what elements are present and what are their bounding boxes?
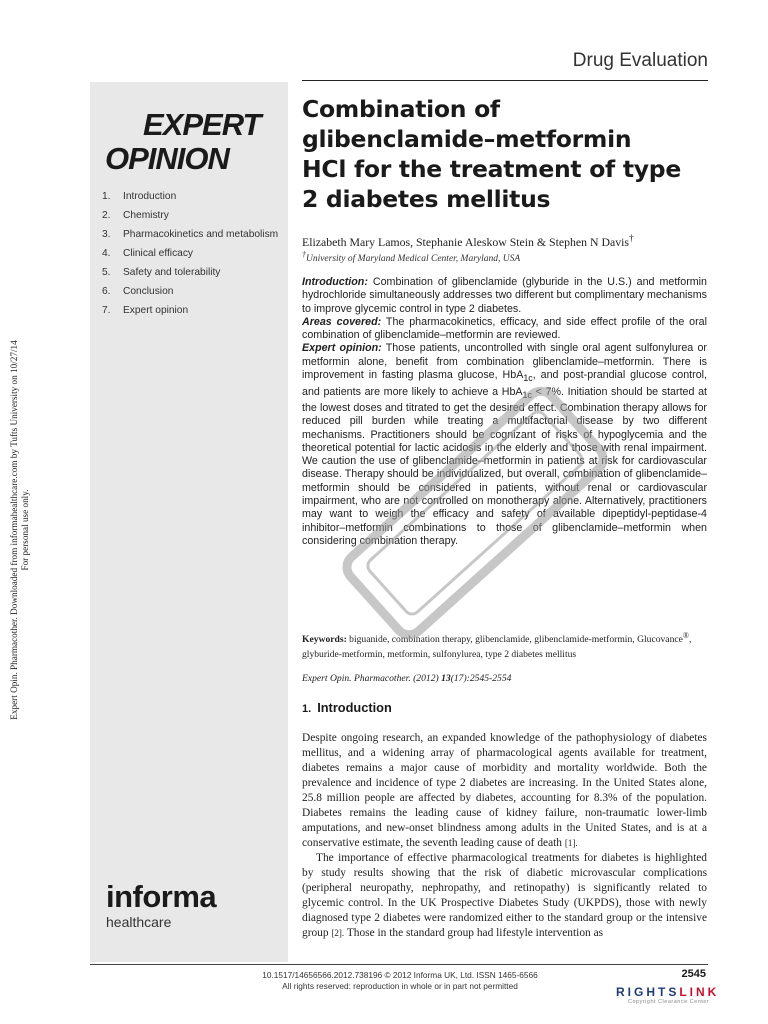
toc-label: Clinical efficacy xyxy=(123,248,194,259)
abstract-areas-label: Areas covered: xyxy=(302,315,382,328)
abstract-intro-label: Introduction: xyxy=(302,276,368,288)
keywords-text: biguanide, combination therapy, glibenclamide, glibenclamide-metformin, Glucovance xyxy=(346,634,683,646)
author-mark: † xyxy=(628,233,634,244)
publisher-logo xyxy=(106,880,216,930)
rightslink-logo[interactable] xyxy=(616,985,758,1011)
reference-link[interactable]: [2]. xyxy=(331,928,345,938)
rightslink-part1: RIGHTS xyxy=(616,985,680,999)
download-notice xyxy=(0,0,40,1024)
paragraph-text: The importance of effective pharmacological treatments for diabetes is highlighted by study results showing that the risk of diabetic microvascular complications (peripheral neuropathy, nephropathy, and retinopathy) is significantly related to glycemic control. In the UK Prospective Diabetes Study (UKPDS), those with newly diagnosed type 2 diabetes were randomized either to the standard group or the intensive group xyxy=(302,852,707,939)
logo-line1: EXPERT xyxy=(143,107,261,142)
toc-item[interactable] xyxy=(102,190,282,204)
subscript: 1c xyxy=(523,373,533,384)
logo-line2: OPINION xyxy=(105,141,229,176)
rightslink-part2: LINK xyxy=(679,985,720,999)
toc-label: Chemistry xyxy=(123,210,169,221)
keywords-label: Keywords: xyxy=(302,634,347,646)
toc-number: 2. xyxy=(102,210,111,221)
registered-mark: ® xyxy=(682,631,689,640)
keywords xyxy=(302,629,707,662)
affiliation-text: University of Maryland Medical Center, Maryland, USA xyxy=(305,254,521,265)
toc-number: 3. xyxy=(102,229,111,240)
toc-number: 1. xyxy=(102,191,111,202)
citation-journal: Expert Opin. Pharmacother. (2012) xyxy=(302,673,442,684)
section-number: 1. xyxy=(302,703,312,715)
footer-rights: All rights reserved: reproduction in whole or in part not permitted xyxy=(282,981,518,991)
toc-number: 7. xyxy=(102,305,111,316)
toc-item[interactable] xyxy=(102,304,282,318)
rightslink-tagline: Copyright Clearance Center xyxy=(628,999,710,1005)
paragraph-text: Those in the standard group had lifestyle intervention as xyxy=(344,927,604,939)
toc-item[interactable] xyxy=(102,209,282,223)
body-text xyxy=(302,731,707,941)
abstract-intro-text: Combination of glibenclamide (glyburide in the U.S.) and metformin hydrochloride simultaneously addresses two different but complimentary mechanisms to improve glycemic control in type 2 diabetes. xyxy=(302,276,707,315)
subscript: 1c xyxy=(522,389,532,400)
header-rule xyxy=(302,80,708,81)
affiliation-mark: † xyxy=(302,250,306,259)
footer-doi: 10.1517/14656566.2012.738196 © 2012 Informa UK, Ltd. ISSN 1465-6566 xyxy=(262,970,538,980)
toc-number: 5. xyxy=(102,267,111,278)
publisher-name: informa xyxy=(106,879,217,914)
reference-link[interactable]: [1]. xyxy=(564,838,578,848)
download-notice-line2: For personal use only. xyxy=(20,489,30,571)
abstract-expert-text: < 7%. Initiation should be started at the lowest doses and titrated to get the desired effect. Combination therapy allows for reduced pill burden while treating a multifactorial disease by two different mechanisms. Practitioners should be cognizant of risks of hypoglycemia and the theoretical potential for lactic acidosis in the elderly and those with renal impairment. We caution the use of glibenclamide–metformin in patients at risk for cardiovascular disease. Therapy should be individualized, but overall, combination of glibenclamide–metformin should be considered in patients, without renal or cardiovascular impairment, who are not controlled on monotherapy alone. Alternatively, practitioners may want to weigh the efficacy and safety of available dipeptidyl-peptidase-4 inhibitor–metformin combinations to those of glibenclamide–metformin when considering combination therapy. xyxy=(302,385,707,547)
toc-label: Safety and tolerability xyxy=(123,267,221,278)
table-of-contents xyxy=(102,190,282,323)
publisher-sub: healthcare xyxy=(106,914,172,930)
toc-label: Pharmacokinetics and metabolism xyxy=(123,229,279,240)
toc-label: Expert opinion xyxy=(123,305,189,316)
toc-number: 6. xyxy=(102,286,111,297)
toc-item[interactable] xyxy=(102,266,282,280)
abstract-expert-label: Expert opinion: xyxy=(302,342,382,355)
paragraph-text: Despite ongoing research, an expanded knowledge of the pathophysiology of diabetes mellitus, and a widening array of pharmacological agents available for treatment, diabetes remains a major cause of morbidity and mortality worldwide. Both the prevalence and incidence of type 2 diabetes are increasing. In the United States alone, 25.8 million people are affected by diabetes, accounting for 8.3% of the population. Diabetes remains the leading cause of kidney failure, non-traumatic lower-limb amputations, and new-onset blindness among adults in the United States, and is at a conservative estimate, the seventh leading cause of death xyxy=(302,732,707,849)
toc-label: Introduction xyxy=(123,191,177,202)
footer-rule xyxy=(90,964,708,965)
article-title: Combination of glibenclamide–metformin HCl for the treatment of type 2 diabetes mellitus xyxy=(302,95,681,213)
paragraph xyxy=(302,851,707,941)
section-label: Drug Evaluation xyxy=(572,50,708,71)
page-number: 2545 xyxy=(681,968,706,980)
abstract xyxy=(302,276,707,548)
author-list xyxy=(302,233,634,250)
authors: Elizabeth Mary Lamos, Stephanie Aleskow Stein & Stephen N Davis xyxy=(302,234,629,249)
citation-pages: (17):2545-2554 xyxy=(450,673,512,684)
abstract-areas-text: The pharmacokinetics, efficacy, and side effect profile of the oral combination of glibenclamide–metformin are reviewed. xyxy=(302,315,707,342)
footer-info xyxy=(200,970,600,992)
citation-volume: 13 xyxy=(441,673,451,684)
paragraph xyxy=(302,731,707,851)
section-title: Introduction xyxy=(317,700,392,715)
affiliation xyxy=(302,250,520,264)
toc-item[interactable] xyxy=(102,285,282,299)
expert-opinion-logo xyxy=(105,108,260,176)
abstract-expert-text: , and post-prandial glucose control, and patients are more likely to achieve a HbA xyxy=(302,369,707,398)
section-heading xyxy=(302,700,392,715)
keywords-text: , glyburide-metformin, metformin, sulfonylurea, type 2 diabetes mellitus xyxy=(302,634,692,660)
toc-item[interactable] xyxy=(102,247,282,261)
toc-item[interactable] xyxy=(102,228,282,242)
toc-label: Conclusion xyxy=(123,286,174,297)
abstract-expert-text: Those patients, uncontrolled with single oral agent sulfonylurea or metformin alone, benefit from combination glibenclamide–metformin. There is improvement in fasting plasma glucose, HbA xyxy=(302,342,707,382)
citation xyxy=(302,673,511,684)
toc-number: 4. xyxy=(102,248,111,259)
download-notice-line1: Expert Opin. Pharmacother. Downloaded from informahealthcare.com by Tufts University on 10/27/14 xyxy=(9,340,19,720)
